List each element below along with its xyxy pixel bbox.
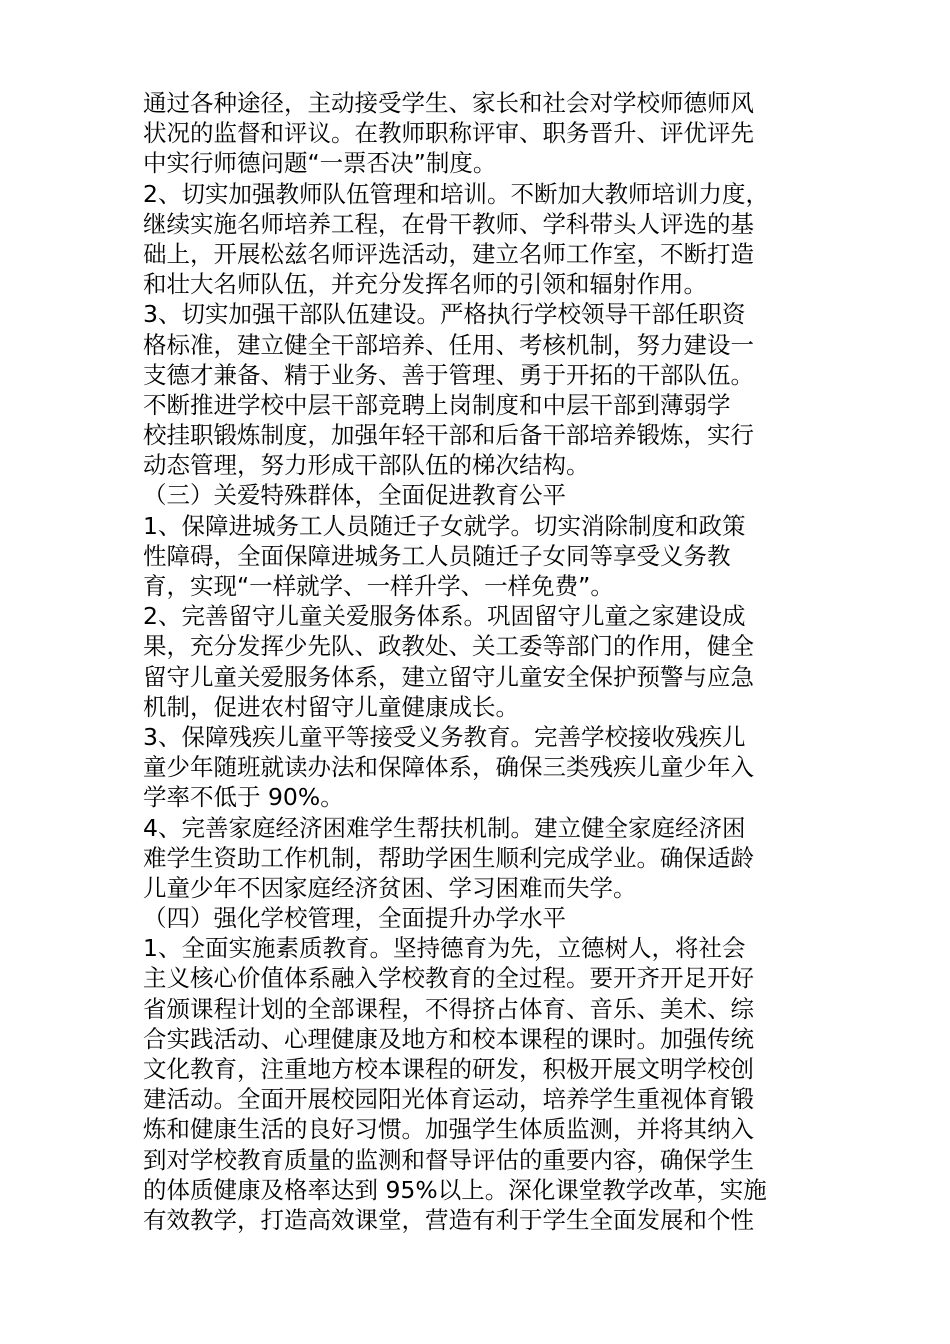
text-line: 儿童少年不因家庭经济贫困、学习困难而失学。 xyxy=(143,873,637,902)
text-line: 3、保障残疾儿童平等接受义务教育。完善学校接收残疾儿 xyxy=(143,722,746,751)
text-line: 性障碍，全面保障进城务工人员随迁子女同等享受义务教 xyxy=(143,541,731,570)
text-line: 4、完善家庭经济困难学生帮扶机制。建立健全家庭经济困 xyxy=(143,813,746,842)
text-line: 主义核心价值体系融入学校教育的全过程。要开齐开足开好 xyxy=(143,964,754,993)
text-line: 1、全面实施素质教育。坚持德育为先，立德树人，将社会 xyxy=(143,934,746,963)
section-heading: （四）强化学校管理，全面提升办学水平 xyxy=(143,904,566,933)
text-line: 1、保障进城务工人员随迁子女就学。切实消除制度和政策 xyxy=(143,511,746,540)
text-line: 3、切实加强干部队伍建设。严格执行学校领导干部任职资 xyxy=(143,300,746,329)
text-line: 建活动。全面开展校园阳光体育运动，培养学生重视体育锻 xyxy=(143,1085,754,1114)
text-line: 的体质健康及格率达到 95%以上。深化课堂教学改革，实施 xyxy=(143,1175,767,1204)
text-line: 2、切实加强教师队伍管理和培训。不断加大教师培训力度， xyxy=(143,179,769,208)
text-line: 有效教学，打造高效课堂，营造有利于学生全面发展和个性 xyxy=(143,1205,754,1234)
text-line: 通过各种途径，主动接受学生、家长和社会对学校师德师风 xyxy=(143,89,754,117)
text-line: 到对学校教育质量的监测和督导评估的重要内容，确保学生 xyxy=(143,1145,754,1174)
text-line: 中实行师德问题“一票否决”制度。 xyxy=(143,149,497,178)
text-line: 童少年随班就读办法和保障体系，确保三类残疾儿童少年入 xyxy=(143,753,754,782)
text-line: 继续实施名师培养工程，在骨干教师、学科带头人评选的基 xyxy=(143,209,754,238)
text-line: 育，实现“一样就学、一样升学、一样免费”。 xyxy=(143,572,614,600)
text-line: 文化教育，注重地方校本课程的研发，积极开展文明学校创 xyxy=(143,1055,754,1083)
text-line: 合实践活动、心理健康及地方和校本课程的课时。加强传统 xyxy=(143,1024,754,1053)
text-line: 学率不低于 90%。 xyxy=(143,783,344,812)
text-line: 省颁课程计划的全部课程，不得挤占体育、音乐、美术、综 xyxy=(143,994,754,1023)
text-line: 支德才兼备、精于业务、善于管理、勇于开拓的干部队伍。 xyxy=(143,360,754,389)
text-line: 动态管理，努力形成干部队伍的梯次结构。 xyxy=(143,451,590,480)
text-line: 校挂职锻炼制度，加强年轻干部和后备干部培养锻炼，实行 xyxy=(143,421,754,450)
text-line: 和壮大名师队伍，并充分发挥名师的引领和辐射作用。 xyxy=(143,270,707,299)
text-line: 果，充分发挥少先队、政教处、关工委等部门的作用，健全 xyxy=(143,632,754,661)
text-line: 机制，促进农村留守儿童健康成长。 xyxy=(143,692,519,721)
body-text xyxy=(143,88,813,1235)
text-line: 留守儿童关爱服务体系，建立留守儿童安全保护预警与应急 xyxy=(143,662,754,691)
text-line: 础上，开展松兹名师评选活动，建立名师工作室，不断打造 xyxy=(143,239,754,268)
section-heading: （三）关爱特殊群体，全面促进教育公平 xyxy=(143,481,566,510)
text-line: 格标准，建立健全干部培养、任用、考核机制，努力建设一 xyxy=(143,330,754,359)
text-line: 炼和健康生活的良好习惯。加强学生体质监测，并将其纳入 xyxy=(143,1115,754,1144)
text-line: 难学生资助工作机制，帮助学困生顺利完成学业。确保适龄 xyxy=(143,843,754,872)
text-line: 状况的监督和评议。在教师职称评审、职务晋升、评优评先 xyxy=(143,119,754,148)
text-line: 不断推进学校中层干部竞聘上岗制度和中层干部到薄弱学 xyxy=(143,390,731,419)
text-line: 2、完善留守儿童关爱服务体系。巩固留守儿童之家建设成 xyxy=(143,602,746,631)
